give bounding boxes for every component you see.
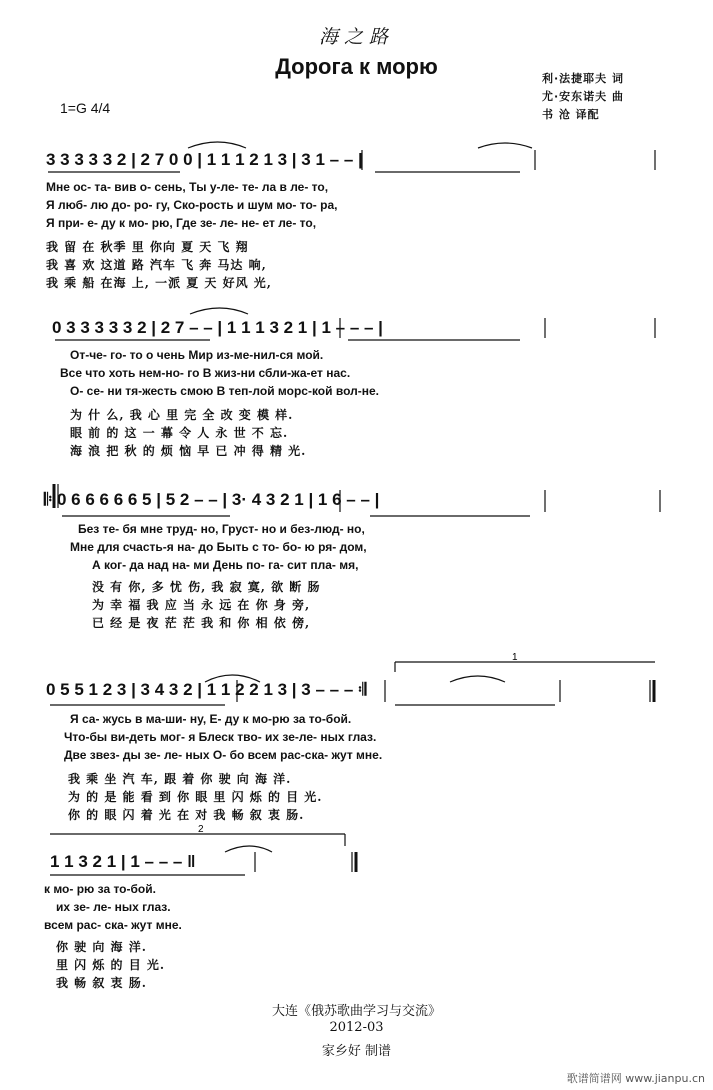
lyric-cn-1-3: 我 乘 船 在海 上, 一派 夏 天 好风 光, [46, 276, 272, 290]
lyric-ru-2-2: Все что хоть нем-но- го В жиз-ни сбли-жа-ет нас. [60, 366, 351, 380]
slur-mark [478, 143, 532, 148]
notation-row-1: 3 3 3 3 3 2 | 2 7 0 0 | 1 1 1 2 1 3 | 3 1 – – | [46, 150, 363, 169]
lyric-cn-5-2: 里 闪 烁 的 目 光. [56, 958, 166, 972]
site-watermark: 歌谱简谱网 www.jianpu.cn [566, 1072, 705, 1085]
notation-row-3: 𝄆 0 6 6 6 6 6 5 | 5 2 – – | 3· 4 3 2 1 | 1 6 – – | [44, 490, 380, 509]
volta-number-2: 2 [198, 824, 204, 835]
lyric-cn-1-2: 我 喜 欢 这道 路 汽车 飞 奔 马达 响, [46, 258, 267, 272]
lyric-ru-5-1: к мо- рю за то-бой. [44, 882, 156, 896]
lyric-ru-1-2: Я люб- лю до- ро- гу, Ско-рость и шум мо- то- ра, [46, 198, 338, 212]
lyric-cn-4-3: 你 的 眼 闪 着 光 在 对 我 畅 叙 衷 肠. [68, 808, 305, 822]
lyric-cn-2-3: 海 浪 把 秋 的 烦 恼 早 已 冲 得 精 光. [70, 444, 307, 458]
footer-date: 2012-03 [329, 1020, 384, 1035]
slur-mark [225, 846, 272, 852]
lyric-cn-4-1: 我 乘 坐 汽 车, 跟 着 你 驶 向 海 洋. [68, 772, 292, 786]
lyric-ru-3-3: А ког- да над на- ми День по- га- сит пла- мя, [92, 558, 359, 572]
lyric-ru-2-1: От-че- го- то о чень Мир из-ме-нил-ся мой. [70, 348, 324, 362]
lyric-ru-1-1: Мне ос- та- вив о- сень, Ты у-ле- те- ла в ле- то, [46, 180, 329, 194]
notation-row-5: 1 1 3 2 1 | 1 – – – ‖ [50, 852, 196, 871]
lyric-cn-3-1: 没 有 你, 多 忧 伤, 我 寂 寞, 欲 断 肠 [92, 580, 321, 594]
lyric-ru-4-3: Две звез- ды зе- ле- ных О- бо всем рас-ска- жут мне. [64, 748, 383, 762]
lyric-cn-5-1: 你 驶 向 海 洋. [56, 940, 147, 954]
footer-maker: 家乡好 制谱 [321, 1044, 392, 1059]
lyric-cn-5-3: 我 畅 叙 衷 肠. [56, 976, 147, 990]
lyric-cn-3-3: 已 经 是 夜 茫 茫 我 和 你 相 依 傍, [92, 616, 311, 630]
lyric-ru-1-3: Я при- е- ду к мо- рю, Где зе- ле- не- ет ле- то, [46, 216, 317, 230]
composer-credit: 尤·安东诺夫 曲 [542, 90, 625, 103]
lyric-ru-4-1: Я са- жусь в ма-ши- ну, Е- ду к мо-рю за то-бой. [70, 712, 352, 726]
notation-row-2: 0 3 3 3 3 3 2 | 2 7 – – | 1 1 1 3 2 1 | 1 – – – | [52, 318, 383, 337]
lyric-ru-2-3: О- се- ни тя-жесть смою В теп-лой морс-кой вол-не. [70, 384, 379, 398]
notation-row-4: 0 5 5 1 2 3 | 3 4 3 2 | 1 1 2 2 1 3 | 3 – – – 𝄇 [46, 680, 367, 699]
footer-source: 大连《俄苏歌曲学习与交流》 [271, 1004, 441, 1019]
key-signature: 1=G 4/4 [60, 100, 111, 116]
translator-credit: 书 沧 译配 [542, 108, 600, 121]
volta-number-1: 1 [512, 652, 518, 663]
lyric-ru-3-1: Без те- бя мне труд- но, Груст- но и без-люд- но, [78, 522, 365, 536]
lyric-ru-4-2: Что-бы ви-деть мог- я Блеск тво- их зе-ле- ных глаз. [64, 730, 377, 744]
lyric-cn-1-1: 我 留 在 秋季 里 你向 夏 天 飞 翔 [46, 240, 249, 254]
slur-mark [190, 308, 248, 314]
song-title-chinese: 海之路 [318, 26, 394, 48]
lyric-cn-3-2: 为 幸 福 我 应 当 永 远 在 你 身 旁, [92, 598, 311, 612]
lyricist-credit: 利·法捷耶夫 词 [542, 72, 625, 85]
lyric-cn-4-2: 为 的 是 能 看 到 你 眼 里 闪 烁 的 目 光. [68, 790, 323, 804]
lyric-cn-2-1: 为 什 么, 我 心 里 完 全 改 变 模 样. [70, 408, 294, 422]
slur-mark [450, 676, 505, 682]
lyric-ru-5-3: всем рас- ска- жут мне. [44, 918, 182, 932]
song-title-russian: Дорога к морю [275, 54, 438, 79]
lyric-cn-2-2: 眼 前 的 这 一 幕 令 人 永 世 不 忘. [70, 426, 289, 440]
lyric-ru-3-2: Мне для счасть-я на- до Быть с то- бо- ю ря- дом, [70, 540, 367, 554]
slur-mark [188, 142, 246, 148]
lyric-ru-5-2: их зе- ле- ных глаз. [56, 900, 171, 914]
